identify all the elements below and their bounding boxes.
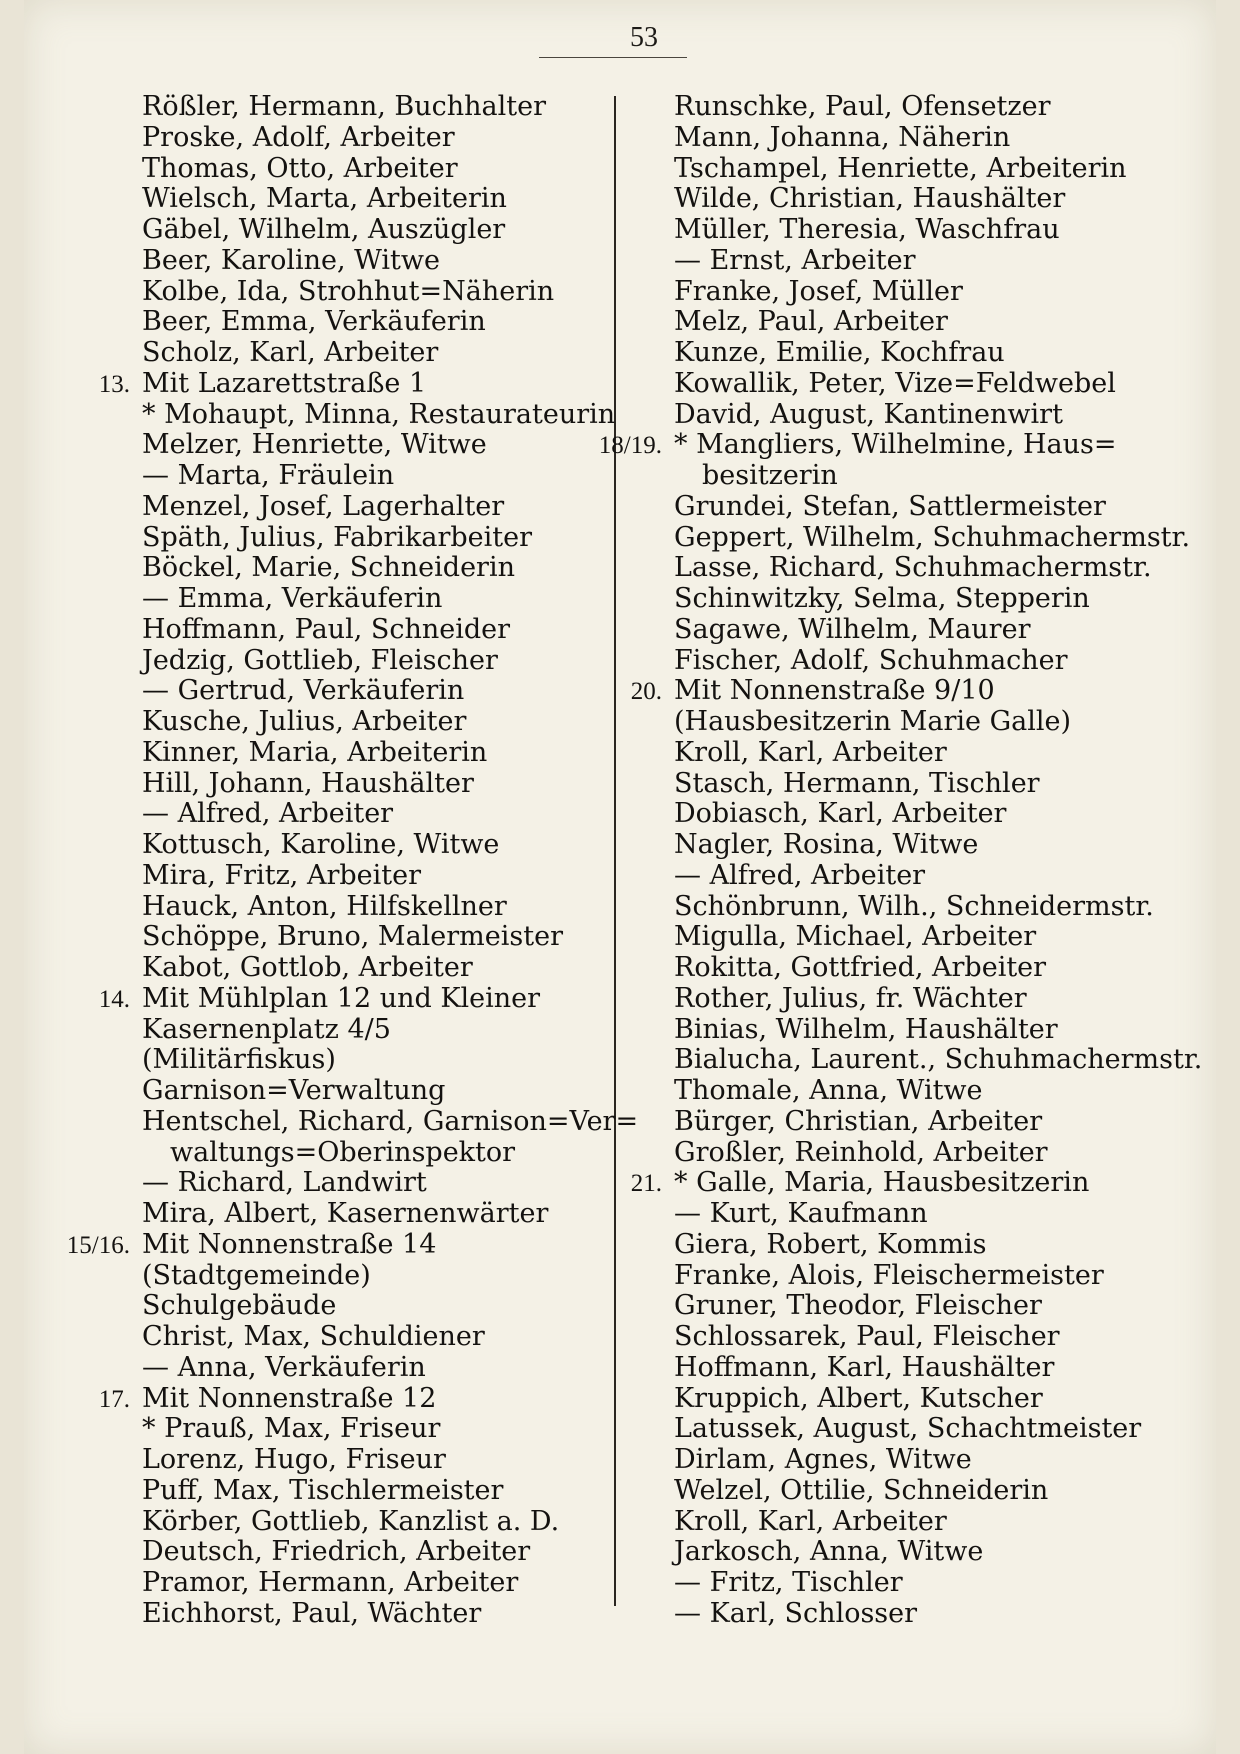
directory-entry [598, 1353, 1158, 1384]
entry-text: Körber, Gottlieb, Kanzlist a. D. [142, 1505, 560, 1537]
directory-entry [66, 1414, 611, 1445]
directory-entry [598, 922, 1158, 953]
directory-entry [66, 1445, 611, 1476]
entry-text: Wielsch, Marta, Arbeiterin [142, 183, 507, 215]
entry-text: Grundei, Stefan, Sattlermeister [674, 490, 1106, 522]
entry-text: Mit Nonnenstraße 14 [142, 1228, 437, 1260]
entry-text: — Richard, Landwirt [142, 1167, 427, 1199]
directory-entry [598, 1537, 1158, 1568]
directory-entry [598, 738, 1158, 769]
directory-entry [598, 521, 1191, 554]
directory-entry [598, 892, 1158, 923]
directory-entry [598, 769, 1158, 800]
entry-text: — Marta, Fräulein [142, 460, 395, 491]
directory-entry [66, 492, 611, 523]
directory-entry [598, 1044, 1203, 1076]
directory-entry [66, 1599, 611, 1630]
entry-text: Pramor, Hermann, Arbeiter [142, 1567, 519, 1598]
directory-entry [66, 861, 611, 892]
directory-entry [598, 461, 1158, 492]
entry-text: Müller, Theresia, Waschfrau [674, 214, 1060, 245]
directory-entry [598, 430, 1158, 461]
entry-text: Mit Lazarettstraße 1 [142, 367, 427, 399]
directory-entry [66, 461, 611, 492]
entry-text: Tschampel, Henriette, Arbeiterin [674, 152, 1127, 184]
directory-entry [598, 338, 1158, 369]
directory-entry [66, 92, 611, 123]
directory-entry [598, 123, 1158, 154]
entry-text: Kusche, Julius, Arbeiter [142, 706, 467, 737]
entry-text: Giera, Robert, Kommis [674, 1228, 987, 1260]
entry-text: Jarkosch, Anna, Witwe [674, 1536, 984, 1568]
directory-entry [66, 1261, 611, 1292]
directory-entry [66, 369, 611, 400]
entry-text: * Mangliers, Wilhelmine, Haus= [674, 429, 1117, 461]
directory-entry [66, 184, 611, 215]
directory-entry [598, 1445, 1158, 1476]
page-number: 53 [630, 22, 658, 53]
entry-text: Wilde, Christian, Haushälter [674, 183, 1066, 215]
directory-entry [66, 646, 611, 677]
directory-entry [66, 584, 611, 615]
entry-text: Schulgebäude [142, 1290, 337, 1322]
directory-entry [66, 246, 611, 277]
entry-text: Gruner, Theodor, Fleischer [674, 1290, 1042, 1322]
entry-text: Franke, Josef, Müller [674, 275, 963, 307]
directory-entry [66, 1015, 611, 1046]
entry-text: (Militärfiskus) [142, 1044, 336, 1076]
entry-text: Dobiasch, Karl, Arbeiter [674, 798, 1007, 830]
entry-text: Hill, Johann, Haushälter [142, 767, 474, 799]
directory-entry [66, 922, 611, 953]
entry-text: Lasse, Richard, Schuhmachermstr. [674, 552, 1152, 584]
entry-text: — Fritz, Tischler [674, 1567, 903, 1598]
directory-entry [66, 1105, 639, 1138]
entry-text: Schlossarek, Paul, Fleischer [674, 1321, 1060, 1352]
directory-entry [598, 92, 1158, 123]
directory-entry [66, 1353, 611, 1384]
entry-text: Menzel, Josef, Lagerhalter [142, 490, 505, 522]
directory-entry [598, 1015, 1158, 1046]
directory-entry [598, 615, 1158, 646]
entry-text: — Ernst, Arbeiter [674, 244, 916, 276]
entry-text: Migulla, Michael, Arbeiter [674, 921, 1037, 953]
directory-entry [66, 1507, 611, 1538]
entry-text: besitzerin [702, 460, 838, 491]
entry-text: Schöppe, Bruno, Malermeister [142, 921, 563, 953]
directory-entry [598, 553, 1158, 584]
entry-text: Rokitta, Gottfried, Arbeiter [674, 952, 1047, 983]
directory-entry [66, 1322, 611, 1353]
entry-text: Mit Nonnenstraße 12 [142, 1382, 437, 1414]
entry-text: Kinner, Maria, Arbeiterin [142, 736, 488, 768]
directory-entry [66, 154, 611, 185]
entry-text: Kroll, Karl, Arbeiter [674, 736, 947, 768]
entry-text: Späth, Julius, Fabrikarbeiter [142, 521, 532, 553]
directory-entry [66, 1291, 611, 1322]
directory-entry [598, 277, 1158, 308]
house-number: 13. [98, 370, 130, 398]
entry-text: Kowallik, Peter, Vize=Feldwebel [674, 367, 1116, 399]
entry-text: Fischer, Adolf, Schuhmacher [674, 644, 1068, 676]
directory-entry [598, 1138, 1158, 1169]
directory-entry [598, 154, 1158, 185]
directory-entry [598, 707, 1158, 738]
directory-entry [66, 676, 611, 707]
house-number: 15/16. [66, 1231, 130, 1259]
directory-entry [66, 338, 611, 369]
directory-entry [598, 1322, 1158, 1353]
directory-entry [66, 1384, 611, 1415]
entry-text: Gäbel, Wilhelm, Auszügler [142, 214, 506, 245]
directory-entry [66, 707, 611, 738]
entry-text: Rother, Julius, fr. Wächter [674, 982, 1027, 1014]
header-rule [539, 57, 687, 58]
entry-text: Geppert, Wilhelm, Schuhmachermstr. [674, 521, 1191, 553]
entry-text: Kasernenplatz 4/5 [142, 1013, 391, 1045]
entry-text: waltungs=Oberinspektor [170, 1136, 516, 1168]
entry-text: Scholz, Karl, Arbeiter [142, 337, 439, 368]
directory-entry [598, 184, 1158, 215]
house-number: 17. [98, 1385, 130, 1413]
directory-entry [66, 1199, 611, 1230]
book-page [24, 0, 1216, 1754]
entry-text: Thomale, Anna, Witwe [674, 1075, 983, 1106]
directory-entry [598, 246, 1158, 277]
directory-entry [598, 584, 1158, 615]
entry-text: Latussek, August, Schachtmeister [674, 1413, 1142, 1445]
entry-text: — Anna, Verkäuferin [142, 1351, 426, 1383]
directory-entry [598, 984, 1158, 1015]
directory-entry [598, 369, 1158, 400]
directory-entry [598, 492, 1158, 523]
directory-entry [66, 277, 611, 308]
directory-entry [66, 123, 611, 154]
entry-text: Dirlam, Agnes, Witwe [674, 1444, 972, 1475]
directory-entry [66, 307, 611, 338]
directory-entry [66, 1476, 611, 1507]
directory-entry [598, 1384, 1158, 1415]
entry-text: Stasch, Hermann, Tischler [674, 767, 1040, 799]
entry-text: — Gertrud, Verkäuferin [142, 675, 465, 707]
entry-text: Christ, Max, Schuldiener [142, 1321, 485, 1352]
directory-entry [598, 1568, 1158, 1599]
entry-text: Lorenz, Hugo, Friseur [142, 1444, 446, 1475]
directory-entry [598, 307, 1158, 338]
entry-text: Mit Mühlplan 12 und Kleiner [142, 982, 541, 1014]
directory-entry [598, 1076, 1158, 1107]
house-number: 18/19. [598, 432, 662, 460]
directory-entry [598, 861, 1158, 892]
directory-entry [66, 830, 611, 861]
directory-entry [598, 1261, 1158, 1292]
entry-text: (Stadtgemeinde) [142, 1259, 371, 1291]
directory-entry [66, 430, 611, 461]
directory-entry [66, 892, 611, 923]
directory-entry [66, 1230, 611, 1261]
directory-entry [66, 799, 611, 830]
entry-text: Böckel, Marie, Schneiderin [142, 552, 515, 584]
entry-text: Franke, Alois, Fleischermeister [674, 1259, 1104, 1291]
entry-text: Kroll, Karl, Arbeiter [674, 1505, 947, 1537]
entry-text: Melzer, Henriette, Witwe [142, 429, 487, 461]
directory-entry [598, 1107, 1158, 1138]
directory-entry [598, 953, 1158, 984]
entry-text: (Hausbesitzerin Marie Galle) [674, 706, 1072, 737]
entry-text: Runschke, Paul, Ofensetzer [674, 91, 1051, 122]
entry-text: Beer, Emma, Verkäuferin [142, 306, 486, 338]
entry-text: Hoffmann, Karl, Haushälter [674, 1351, 1055, 1383]
entry-text: Puff, Max, Tischlermeister [142, 1474, 504, 1506]
entry-text: Nagler, Rosina, Witwe [674, 829, 979, 860]
entry-text: Sagawe, Wilhelm, Maurer [674, 613, 1031, 645]
entry-text: Mann, Johanna, Näherin [674, 121, 1011, 153]
entry-text: Eichhorst, Paul, Wächter [142, 1597, 482, 1629]
directory-entry [598, 1476, 1158, 1507]
directory-entry [66, 523, 611, 554]
entry-text: * Galle, Maria, Hausbesitzerin [674, 1167, 1090, 1199]
directory-entry [598, 646, 1158, 677]
entry-text: Mira, Albert, Kasernenwärter [142, 1198, 549, 1229]
entry-text: Hoffmann, Paul, Schneider [142, 613, 511, 645]
directory-entry [598, 1291, 1158, 1322]
entry-text: — Karl, Schlosser [674, 1597, 918, 1629]
entry-text: Thomas, Otto, Arbeiter [142, 152, 458, 184]
entry-text: Mira, Fritz, Arbeiter [142, 859, 422, 891]
entry-text: Rößler, Hermann, Buchhalter [142, 91, 547, 122]
directory-entry [66, 953, 611, 984]
directory-entry [66, 738, 611, 769]
directory-entry [66, 1568, 611, 1599]
entry-text: Hentschel, Richard, Garnison=Ver= [142, 1105, 639, 1137]
entry-text: Bialucha, Laurent., Schuhmachermstr. [674, 1044, 1203, 1076]
directory-entry [598, 1199, 1158, 1230]
entry-text: Kottusch, Karoline, Witwe [142, 829, 500, 860]
entry-text: Proske, Adolf, Arbeiter [142, 121, 455, 153]
entry-text: Kolbe, Ida, Strohhut=Näherin [142, 275, 555, 307]
entry-text: * Prauß, Max, Friseur [142, 1413, 441, 1445]
directory-entry [66, 1076, 611, 1107]
entry-text: Melz, Paul, Arbeiter [674, 306, 948, 338]
directory-entry [66, 984, 611, 1015]
directory-entry [66, 1537, 611, 1568]
right-column [598, 91, 1203, 1630]
directory-entry [598, 1599, 1158, 1630]
entry-text: Schinwitzky, Selma, Stepperin [674, 583, 1090, 614]
entry-text: Kunze, Emilie, Kochfrau [674, 337, 1005, 368]
directory-entry [598, 400, 1158, 431]
entry-text: Welzel, Ottilie, Schneiderin [674, 1474, 1049, 1506]
house-number: 14. [98, 985, 130, 1013]
entry-text: * Mohaupt, Minna, Restaurateurin [142, 398, 616, 430]
directory-entry [66, 553, 611, 584]
directory-entry [66, 615, 611, 646]
directory-entry [598, 1507, 1158, 1538]
entry-text: — Kurt, Kaufmann [674, 1198, 928, 1229]
entry-text: Hauck, Anton, Hilfskellner [142, 890, 507, 922]
directory-entry [66, 1045, 611, 1076]
entry-text: Binias, Wilhelm, Haushälter [674, 1013, 1058, 1045]
directory-entry [66, 215, 611, 246]
directory-entry [598, 676, 1158, 707]
entry-text: Bürger, Christian, Arbeiter [674, 1105, 1043, 1137]
entry-text: Schönbrunn, Wilh., Schneidermstr. [674, 890, 1154, 922]
entry-text: Beer, Karoline, Witwe [142, 244, 440, 276]
entry-text: Großler, Reinhold, Arbeiter [674, 1136, 1048, 1168]
entry-text: Deutsch, Friedrich, Arbeiter [142, 1536, 531, 1568]
directory-entry [66, 769, 611, 800]
entry-text: Jedzig, Gottlieb, Fleischer [142, 644, 498, 676]
house-number: 21. [630, 1170, 662, 1198]
entry-text: David, August, Kantinenwirt [674, 398, 1063, 430]
entry-text: Mit Nonnenstraße 9/10 [674, 675, 995, 707]
entry-text: Kabot, Gottlob, Arbeiter [142, 952, 473, 983]
directory-entry [598, 830, 1158, 861]
directory-entry [66, 1138, 611, 1169]
directory-entry [598, 215, 1158, 246]
entry-text: — Alfred, Arbeiter [674, 859, 926, 891]
entry-text: — Emma, Verkäuferin [142, 583, 443, 614]
directory-entry [598, 1414, 1158, 1445]
house-number: 20. [630, 678, 662, 706]
directory-entry [598, 799, 1158, 830]
entry-text: Kruppich, Albert, Kutscher [674, 1382, 1043, 1414]
directory-entry [598, 1168, 1158, 1199]
directory-entry [66, 1168, 611, 1199]
entry-text: — Alfred, Arbeiter [142, 798, 394, 830]
directory-entry [598, 1230, 1158, 1261]
directory-entry [66, 398, 616, 431]
entry-text: Garnison=Verwaltung [142, 1075, 446, 1106]
